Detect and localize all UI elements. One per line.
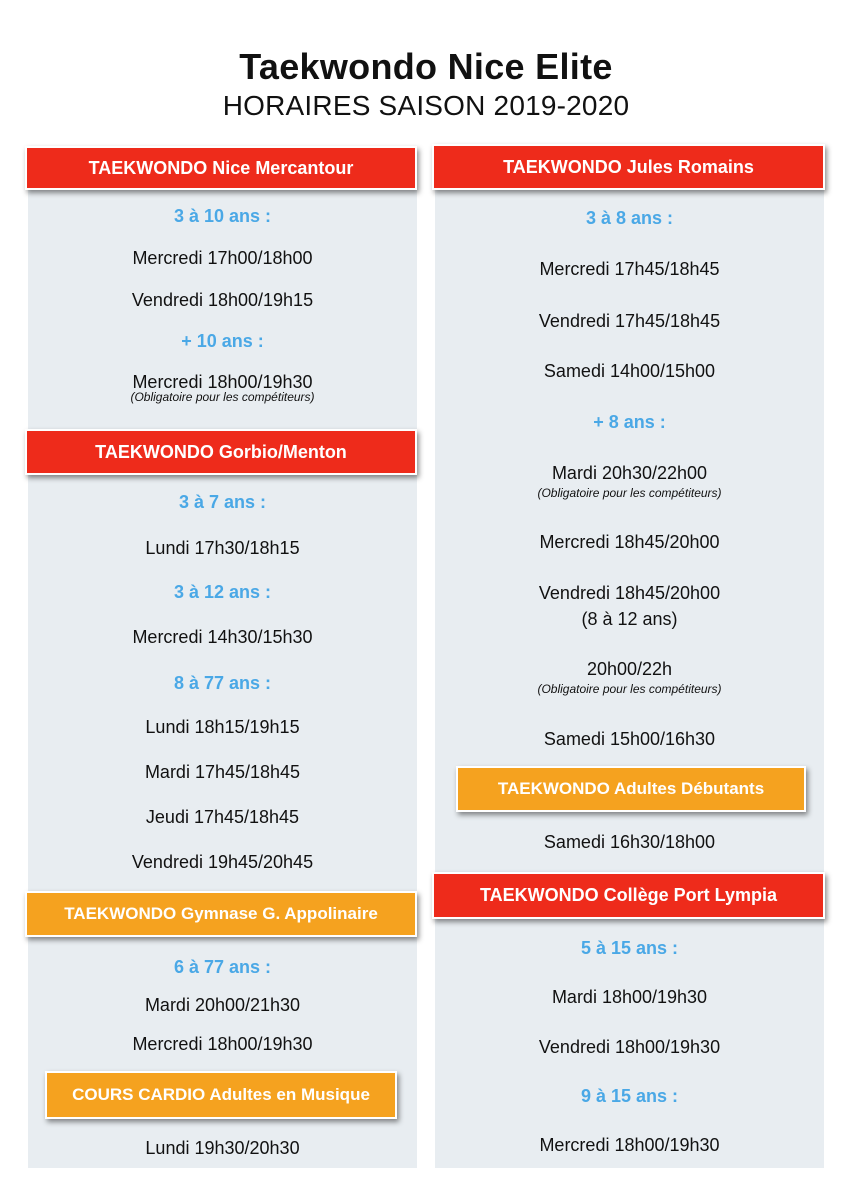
section-header-gymnase-appolinaire: TAEKWONDO Gymnase G. Appolinaire — [25, 891, 417, 937]
schedule-line: Lundi 17h30/18h15 — [145, 538, 300, 558]
schedule-line: Mardi 18h00/19h30 — [551, 987, 708, 1007]
schedule-line: Mardi 20h30/22h00 — [551, 463, 708, 483]
schedule-line: Mardi 20h00/21h30 — [144, 995, 301, 1015]
age-group-label: 5 à 15 ans : — [580, 938, 679, 958]
section-header-gorbio-menton: TAEKWONDO Gorbio/Menton — [25, 429, 417, 475]
section-header-cours-cardio: COURS CARDIO Adultes en Musique — [45, 1071, 397, 1119]
age-group-label: + 10 ans : — [181, 331, 264, 351]
schedule-line: Jeudi 17h45/18h45 — [145, 807, 300, 827]
schedule-note: (Obligatoire pour les compétiteurs) — [537, 486, 722, 500]
age-group-label: 3 à 7 ans : — [178, 492, 267, 512]
schedule-line: Vendredi 17h45/18h45 — [538, 311, 721, 331]
schedule-line: Mercredi 17h45/18h45 — [539, 259, 720, 279]
schedule-line: (8 à 12 ans) — [581, 609, 678, 629]
schedule-line: Mercredi 18h00/19h30 — [132, 372, 313, 392]
schedule-line: Vendredi 18h45/20h00 — [538, 583, 721, 603]
schedule-line: Lundi 19h30/20h30 — [145, 1138, 300, 1158]
page-subtitle: HORAIRES SAISON 2019-2020 — [222, 90, 630, 121]
section-header-college-port-lympia: TAEKWONDO Collège Port Lympia — [432, 872, 825, 919]
age-group-label: 3 à 12 ans : — [173, 582, 272, 602]
age-group-label: 6 à 77 ans : — [173, 957, 272, 977]
schedule-line: Vendredi 18h00/19h15 — [131, 290, 314, 310]
age-group-label: + 8 ans : — [593, 412, 666, 432]
schedule-line: Mercredi 18h45/20h00 — [539, 532, 720, 552]
schedule-line: Vendredi 18h00/19h30 — [538, 1037, 721, 1057]
age-group-label: 8 à 77 ans : — [173, 673, 272, 693]
schedule-note: (Obligatoire pour les compétiteurs) — [130, 390, 315, 404]
schedule-line: Mardi 17h45/18h45 — [144, 762, 301, 782]
schedule-line: Mercredi 18h00/19h30 — [539, 1135, 720, 1155]
age-group-label: 3 à 8 ans : — [585, 208, 674, 228]
section-header-nice-mercantour: TAEKWONDO Nice Mercantour — [25, 146, 417, 190]
left-column — [28, 176, 417, 1168]
schedule-line: Samedi 16h30/18h00 — [543, 832, 716, 852]
schedule-line: 20h00/22h — [586, 659, 673, 679]
schedule-line: Mercredi 18h00/19h30 — [132, 1034, 313, 1054]
section-header-adultes-debutants: TAEKWONDO Adultes Débutants — [456, 766, 806, 812]
schedule-line: Samedi 14h00/15h00 — [543, 361, 716, 381]
page-title: Taekwondo Nice Elite — [239, 46, 613, 87]
schedule-line: Mercredi 14h30/15h30 — [132, 627, 313, 647]
age-group-label: 9 à 15 ans : — [580, 1086, 679, 1106]
section-header-jules-romains: TAEKWONDO Jules Romains — [432, 144, 825, 190]
age-group-label: 3 à 10 ans : — [173, 206, 272, 226]
schedule-line: Vendredi 19h45/20h45 — [131, 852, 314, 872]
schedule-line: Lundi 18h15/19h15 — [145, 717, 300, 737]
schedule-line: Mercredi 17h00/18h00 — [132, 248, 313, 268]
schedule-line: Samedi 15h00/16h30 — [543, 729, 716, 749]
schedule-note: (Obligatoire pour les compétiteurs) — [537, 682, 722, 696]
